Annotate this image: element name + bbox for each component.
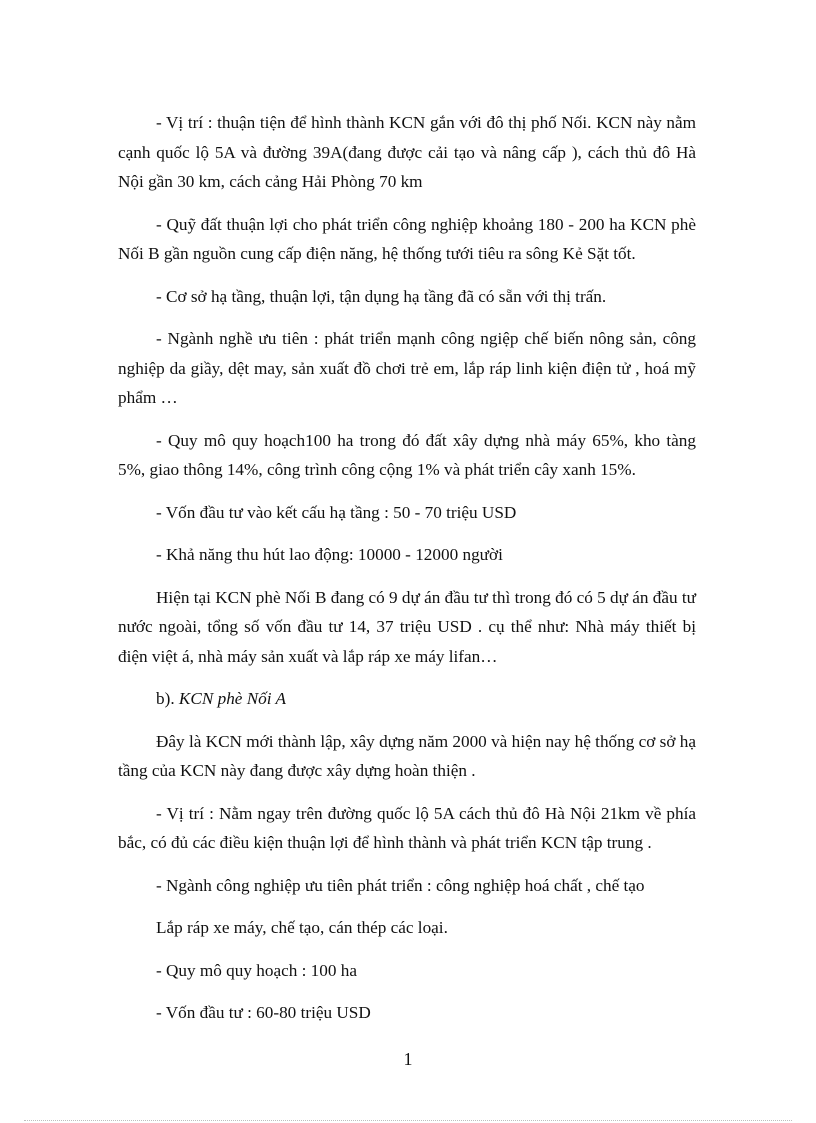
- footer-divider: [24, 1120, 792, 1121]
- paragraph-current-projects: Hiện tại KCN phè Nối B đang có 9 dự án đầu tư thì trong đó có 5 dự án đầu tư nước ngoài, tổng số vốn đầu tư 14, 37 triệu USD . cụ thể như: Nhà máy thiết bị điện việt á, nhà máy sản xuất và lắp ráp xe máy lifan…: [118, 587, 696, 666]
- paragraph-investment-a: - Vốn đầu tư : 60-80 triệu USD: [156, 1003, 371, 1022]
- paragraph-land-fund: - Quỹ đất thuận lợi cho phát triển công nghiệp khoảng 180 - 200 ha KCN phè Nối B gần nguồn cung cấp điện năng, hệ thống tưới tiêu ra sông Kẻ Sặt tốt.: [118, 214, 696, 263]
- paragraph-infrastructure-capital: - Vốn đầu tư vào kết cấu hạ tầng : 50 - 70 triệu USD: [156, 502, 517, 522]
- paragraph-labor-capacity: - Khả năng thu hút lao động: 10000 - 12000 người: [156, 545, 503, 564]
- paragraph-location-a: - Vị trí : Nằm ngay trên đường quốc lộ 5A cách thủ đô Hà Nội 21km về phía bắc, có đủ các điều kiện thuận lợi để hình thành và phát triển KCN tập trung .: [118, 803, 696, 852]
- section-heading-prefix: b).: [156, 689, 179, 708]
- paragraph-industries-a-continued: Lắp ráp xe máy, chế tạo, cán thép các loại.: [156, 918, 448, 937]
- page-number: 1: [403, 1049, 413, 1069]
- paragraph-location-b: - Vị trí : thuận tiện để hình thành KCN gắn với đô thị phố Nối. KCN này nằm cạnh quốc lộ 5A và đường 39A(đang được cải tạo và nâng cấp ), cách thủ đô Hà Nội gần 30 km, cách cảng Hải Phòng 70 km: [118, 113, 696, 191]
- paragraph-planning-scale: - Quy mô quy hoạch100 ha trong đó đất xây dựng nhà máy 65%, kho tàng 5%, giao thông 14%, công trình công cộng 1% và phát triển cây xanh 15%.: [118, 430, 696, 479]
- section-heading-title: KCN phè Nối A: [178, 689, 287, 708]
- section-heading-b: [118, 684, 696, 714]
- paragraph-priority-industries: - Ngành nghề ưu tiên : phát triển mạnh công ngiệp chế biến nông sản, công nghiệp da giầy, dệt may, sản xuất đồ chơi trẻ em, lắp ráp linh kiện điện tử , hoá mỹ phẩm …: [118, 329, 696, 407]
- paragraph-intro-a: Đây là KCN mới thành lập, xây dựng năm 2000 và hiện nay hệ thống cơ sở hạ tầng của KCN này đang được xây dựng hoàn thiện .: [118, 731, 696, 780]
- paragraph-infrastructure: - Cơ sở hạ tầng, thuận lợi, tận dụng hạ tầng đã có sẵn với thị trấn.: [156, 286, 607, 306]
- page-body: [118, 108, 696, 1041]
- paragraph-planning-scale-a: - Quy mô quy hoạch : 100 ha: [156, 960, 357, 980]
- paragraph-industries-a: - Ngành công nghiệp ưu tiên phát triển : công nghiệp hoá chất , chế tạo: [156, 875, 645, 895]
